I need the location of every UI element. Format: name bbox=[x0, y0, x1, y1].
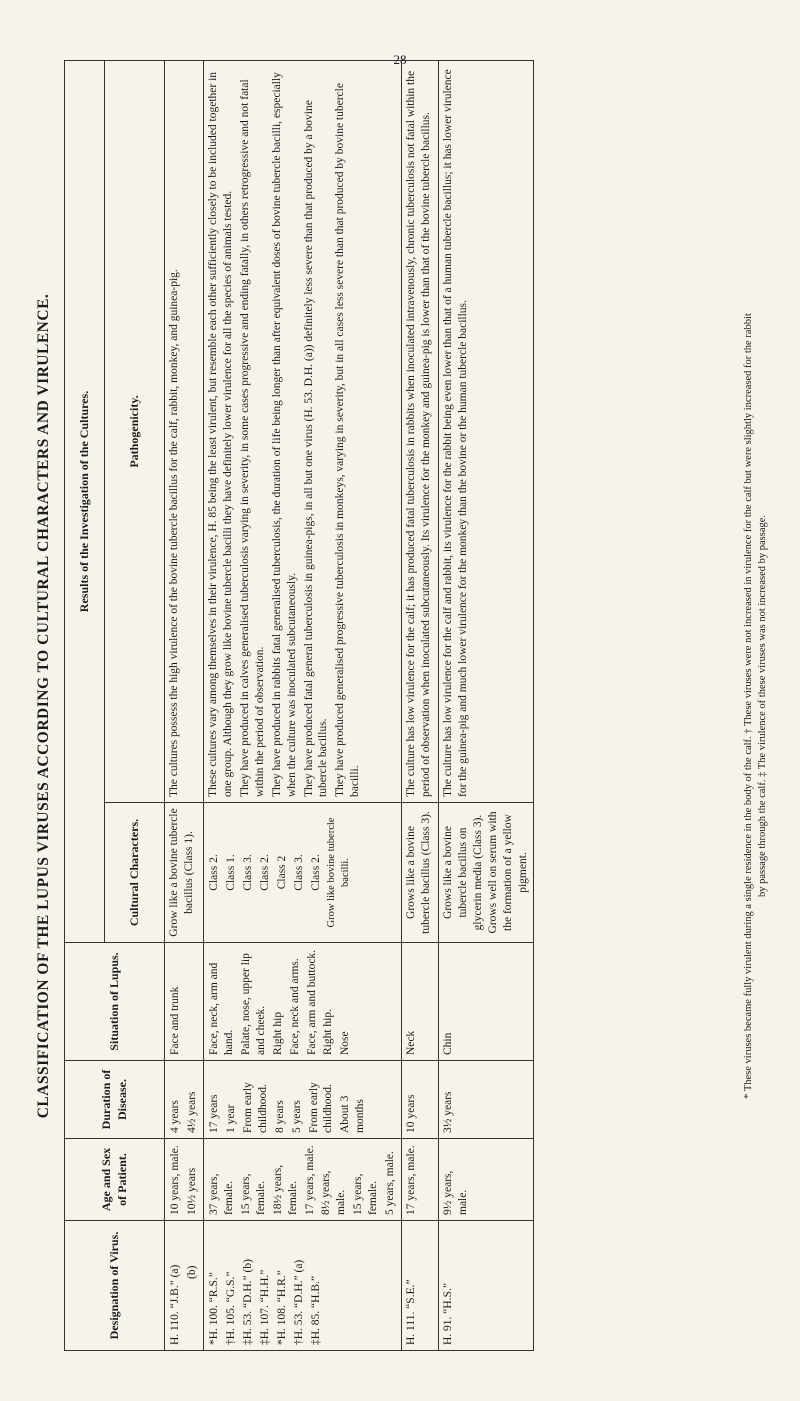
lupus-situation: Right hip bbox=[271, 1011, 284, 1055]
header-cultural: Cultural Characters. bbox=[105, 803, 165, 943]
duration-cell bbox=[203, 1061, 401, 1139]
virus-designation: *H. 100. “R.S.” bbox=[207, 1272, 220, 1345]
disease-duration: 3½ years bbox=[439, 1061, 534, 1139]
virus-designation: (b) bbox=[185, 1265, 198, 1279]
page-number: 28 bbox=[393, 52, 407, 67]
disease-duration: From early childhood. bbox=[241, 1082, 269, 1133]
disease-duration: 17 years bbox=[207, 1094, 220, 1133]
pathogenicity-text: They have produced in rabbits fatal generalised tuberculosis, the duration of life being longer than after equivalent doses of bovine tubercle bacilli, especially when the culture was inoculated subcutaneously. bbox=[270, 72, 298, 797]
footnotes bbox=[742, 61, 769, 1351]
table-row bbox=[165, 60, 204, 1350]
pathogenicity-text: The culture has low virulence for the calf; it has produced fatal tuberculosis in rabbits when inoculated intravenously, chronic tuberculosis not fatal within the period of observation when inoculated subcutaneously. Its virulence for the monkey and guinea-pig is lower than that of the bovine tubercle bacillus. bbox=[405, 70, 433, 797]
table-row bbox=[203, 60, 401, 1350]
pathogenicity-cell bbox=[439, 60, 534, 802]
pathogenicity-text: These cultures vary among themselves in their virulence, H. 85 being the least virulent, but resemble each other sufficiently closely to be included together in one group. Although they grow like bovine tubercle bacilli they have definitely lower virulence for all the species of animals tested. bbox=[206, 71, 234, 797]
patient-age-sex: 10 years, male. bbox=[169, 1145, 181, 1215]
pathogenicity-text: They have produced in calves generalised tuberculosis varying in severity, in some cases progressive and ending fatally, in others retrogressive and not fatal within the period of observation. bbox=[238, 79, 266, 797]
virus-designation: ‡H. 85. “H.B.” bbox=[309, 1276, 322, 1345]
header-duration: Duration of Disease. bbox=[65, 1061, 165, 1139]
patient-age-sex: 37 years, female. bbox=[207, 1173, 235, 1215]
header-situation: Situation of Lupus. bbox=[65, 943, 165, 1061]
culture-class: Class 2 bbox=[275, 855, 288, 890]
patient-age-sex: 15 years, female. bbox=[352, 1173, 380, 1215]
virus-designation: ‡H. 107. “H.H.” bbox=[258, 1269, 271, 1345]
footnote-line: by passage through the calf. ‡ The virulence of these viruses was not increased by passage. bbox=[756, 514, 768, 898]
situation-cell bbox=[203, 943, 401, 1061]
rotated-table-page bbox=[30, 61, 770, 1351]
duration-cell bbox=[165, 1061, 204, 1139]
disease-duration: About 3 months bbox=[339, 1095, 367, 1133]
culture-class: Class 3. bbox=[241, 854, 254, 891]
disease-duration: 10 years bbox=[402, 1061, 439, 1139]
disease-duration: 4½ years bbox=[185, 1091, 198, 1133]
virus-designation: H. 111. “S.E.” bbox=[402, 1221, 439, 1351]
footnote-line: * These viruses became fully virulent during a single residence in the body of the calf. † These viruses were not increased in virulence for the calf but were slightly increased for the rabbit bbox=[743, 313, 754, 1099]
cultural-cell: Grows like a bovine tubercle bacillus (Class 3). bbox=[402, 803, 439, 943]
classification-table bbox=[64, 60, 534, 1351]
lupus-situation: Face, neck and arms. bbox=[288, 958, 301, 1055]
patient-age-sex: 17 years, male. bbox=[303, 1145, 316, 1215]
lupus-situation: Face, neck, arm and hand. bbox=[207, 962, 235, 1055]
lupus-situation: Right hip. bbox=[322, 1008, 335, 1055]
lupus-situation: Face and trunk bbox=[169, 986, 181, 1055]
patient-age-sex: 15 years, female. bbox=[239, 1173, 267, 1215]
patient-age-sex: 5 years, male. bbox=[384, 1151, 397, 1215]
culture-class: Class 2. bbox=[309, 854, 322, 891]
header-designation: Designation of Virus. bbox=[65, 1221, 165, 1351]
header-pathogenicity: Pathogenicity. bbox=[105, 60, 165, 802]
cultural-cell: Grow like a bovine tubercle bacillus (Class 1). bbox=[165, 803, 204, 943]
patient-age-sex: 8½ years, male. bbox=[320, 1170, 348, 1215]
culture-class: Class 3. bbox=[292, 854, 305, 891]
age-cell bbox=[165, 1139, 204, 1221]
age-cell bbox=[203, 1139, 401, 1221]
virus-designation: †H. 53. “D.H.” (a) bbox=[292, 1259, 305, 1345]
lupus-situation: Palate, nose, upper lip and cheek. bbox=[239, 953, 267, 1055]
disease-duration: 8 years bbox=[273, 1100, 286, 1133]
table-title: CLASSIFICATION OF THE LUPUS VIRUSES ACCORDING TO CULTURAL CHARACTERS AND VIRULENCE. bbox=[35, 293, 52, 1119]
table-row bbox=[402, 60, 439, 1350]
pathogenicity-text: They have produced fatal general tuberculosis in guinea-pigs, in all but one virus (H. 53. D.H. (a)) definitely less severe than that produced by a bovine tubercle bacillus. bbox=[302, 100, 330, 797]
virus-designation: H. 91. “H.S.” bbox=[439, 1221, 534, 1351]
virus-cell bbox=[203, 1221, 401, 1351]
disease-duration: From early childhood. bbox=[307, 1082, 335, 1133]
lupus-situation: Nose bbox=[339, 1031, 352, 1055]
cultural-cell: Grows like a bovine tubercle bacillus on glycerin media (Class 3). Grows well on serum with the formation of a yellow pigment. bbox=[439, 803, 534, 943]
virus-designation: †H. 105. “G.S.” bbox=[224, 1271, 237, 1345]
lupus-situation: Face, arm and buttock. bbox=[305, 949, 318, 1055]
table-row bbox=[439, 60, 534, 1350]
virus-designation: ‡H. 53. “D.H.” (b) bbox=[241, 1259, 254, 1345]
pathogenicity-text: They have produced generalised progressive tuberculosis in monkeys, varying in severity, but in all cases less severe than that produced by bovine tubercle bacilli. bbox=[334, 83, 362, 797]
pathogenicity-text: The culture has low virulence for the calf and rabbit, its virulence for the rabbit being even lower than that of a human tubercle bacillus; it has lower virulence for the guinea-pig and much lower virulence for the monkey than the bovine or the human tubercle bacillus. bbox=[442, 69, 469, 797]
header-results-banner: Results of the Investigation of the Cultures. bbox=[65, 60, 105, 942]
culture-class: Class 1. bbox=[224, 854, 237, 891]
patient-age-sex: 10½ years bbox=[185, 1167, 198, 1215]
lupus-situation: Neck bbox=[402, 943, 439, 1061]
pathogenicity-text: The cultures possess the high virulence of the bovine tubercle bacillus for the calf, rabbit, monkey, and guinea-pig. bbox=[168, 269, 180, 797]
cultural-cell bbox=[203, 803, 401, 943]
patient-age-sex: 18½ years, female. bbox=[271, 1164, 299, 1215]
patient-age-sex: 9½ years, male. bbox=[439, 1139, 534, 1221]
disease-duration: 4 years bbox=[169, 1100, 181, 1133]
virus-designation: H. 110. “J.B.” (a) bbox=[169, 1264, 181, 1345]
situation-cell bbox=[165, 943, 204, 1061]
patient-age-sex: 17 years, male. bbox=[402, 1139, 439, 1221]
header-age-sex: Age and Sex of Patient. bbox=[65, 1139, 165, 1221]
disease-duration: 1 year bbox=[224, 1104, 237, 1133]
pathogenicity-cell bbox=[165, 60, 204, 802]
culture-class: Class 2. bbox=[207, 854, 220, 891]
virus-cell bbox=[165, 1221, 204, 1351]
lupus-situation: Chin bbox=[439, 943, 534, 1061]
bracket-note: Grow like bovine tubercle bacilli. bbox=[326, 817, 352, 928]
culture-class: Class 2. bbox=[258, 854, 271, 891]
disease-duration: 5 years bbox=[290, 1100, 303, 1133]
virus-designation: *H. 108. “H.R.” bbox=[275, 1270, 288, 1345]
pathogenicity-cell bbox=[402, 60, 439, 802]
pathogenicity-cell bbox=[203, 60, 401, 802]
